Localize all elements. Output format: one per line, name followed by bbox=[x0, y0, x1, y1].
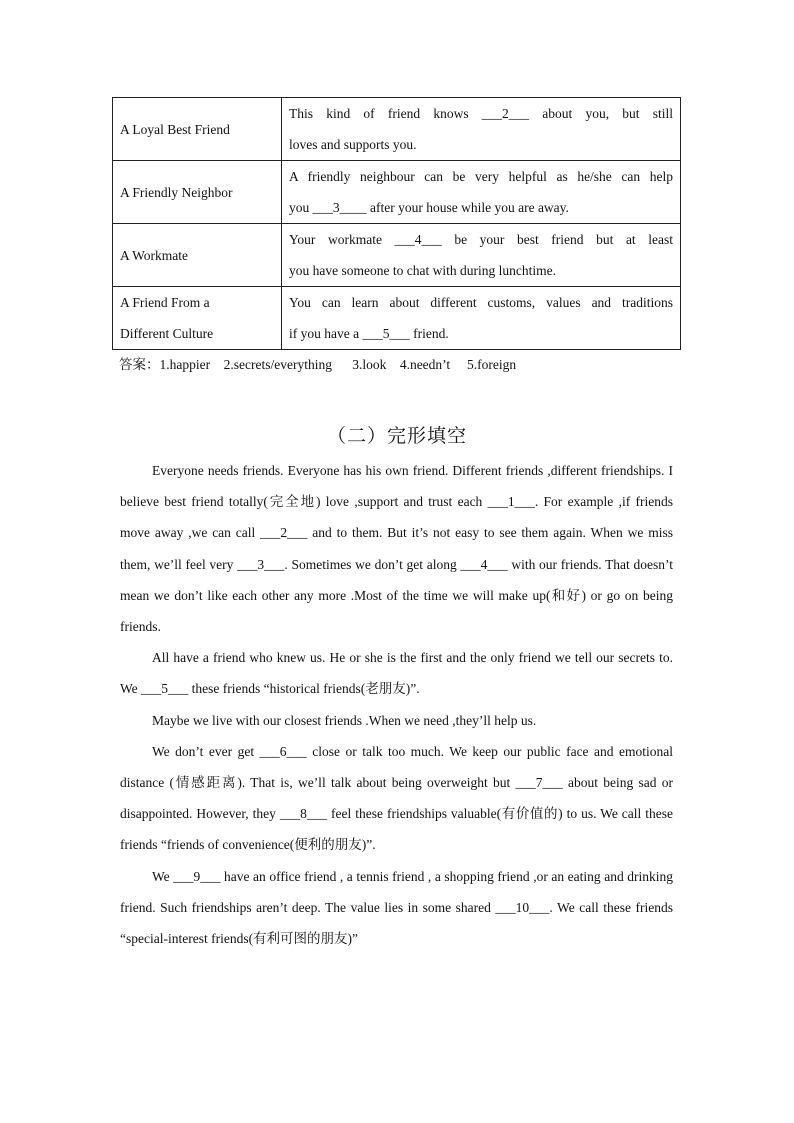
friend-type-cell bbox=[113, 287, 282, 350]
section-title: （二）完形填空 bbox=[326, 425, 467, 447]
type-line: Different Culture bbox=[120, 326, 214, 341]
friend-type-cell: A Loyal Best Friend bbox=[113, 98, 282, 161]
desc-line: A friendly neighbour can be very helpful as he/she can help bbox=[289, 169, 673, 184]
friend-types-table bbox=[112, 97, 681, 350]
type-line: A Friend From a bbox=[120, 295, 210, 310]
friend-desc-cell bbox=[282, 161, 681, 224]
passage-paragraph: We don’t ever get ___6___ close or talk too much. We keep our public face and emotional distance (情感距离). That is, we’ll talk about being overweight but ___7___ about being sad or disappointed. However, they ___8___ feel these friendships valuable(有价值的) to us. We call these friends “friends of convenience(便利的朋友)”. bbox=[120, 743, 673, 853]
friend-desc-cell bbox=[282, 98, 681, 161]
table-row bbox=[113, 98, 681, 161]
desc-line: you ___3____ after your house while you are away. bbox=[289, 200, 569, 215]
table-row bbox=[113, 161, 681, 224]
friend-type-cell: A Friendly Neighbor bbox=[113, 161, 282, 224]
desc-line: This kind of friend knows ___2___ about you, but still bbox=[289, 106, 673, 121]
passage-paragraph: We ___9___ have an office friend , a tennis friend , a shopping friend ,or an eating and drinking friend. Such friendships aren’t deep. The value lies in some shared ___10___. We call these friends “special-interest friends(有利可图的朋友)” bbox=[120, 868, 673, 947]
friend-type-cell: A Workmate bbox=[113, 224, 282, 287]
passage-paragraph: Everyone needs friends. Everyone has his own friend. Different friends ,different friendships. I believe best friend totally(完全地) love ,support and trust each ___1___. For example ,if friends move away ,we can call ___2___ and to them. But it’s not easy to see them again. When we miss them, we’ll feel very ___3___. Sometimes we don’t get along ___4___ with our friends. That doesn’t mean we don’t like each other any more .Most of the time we will make up(和好) or go on being friends. bbox=[120, 463, 673, 635]
passage-paragraph: All have a friend who knew us. He or she is the first and the only friend we tell our secrets to. We ___5___ these friends “historical friends(老朋友)”. bbox=[120, 650, 673, 697]
table-row bbox=[113, 287, 681, 350]
passage-paragraph: Maybe we live with our closest friends .When we need ,they’ll help us. bbox=[152, 712, 537, 728]
table-row bbox=[113, 224, 681, 287]
desc-line: Your workmate ___4___ be your best friend but at least bbox=[289, 232, 673, 247]
desc-line: if you have a ___5___ friend. bbox=[289, 326, 449, 341]
desc-line: loves and supports you. bbox=[289, 137, 417, 152]
desc-line: You can learn about different customs, values and traditions bbox=[289, 295, 673, 310]
friend-desc-cell bbox=[282, 224, 681, 287]
answer-key: 答案：1.happier 2.secrets/everything 3.look 4.needn’t 5.foreign bbox=[119, 357, 517, 372]
desc-line: you have someone to chat with during lunchtime. bbox=[289, 263, 556, 278]
friend-desc-cell bbox=[282, 287, 681, 350]
cloze-passage bbox=[120, 455, 673, 954]
